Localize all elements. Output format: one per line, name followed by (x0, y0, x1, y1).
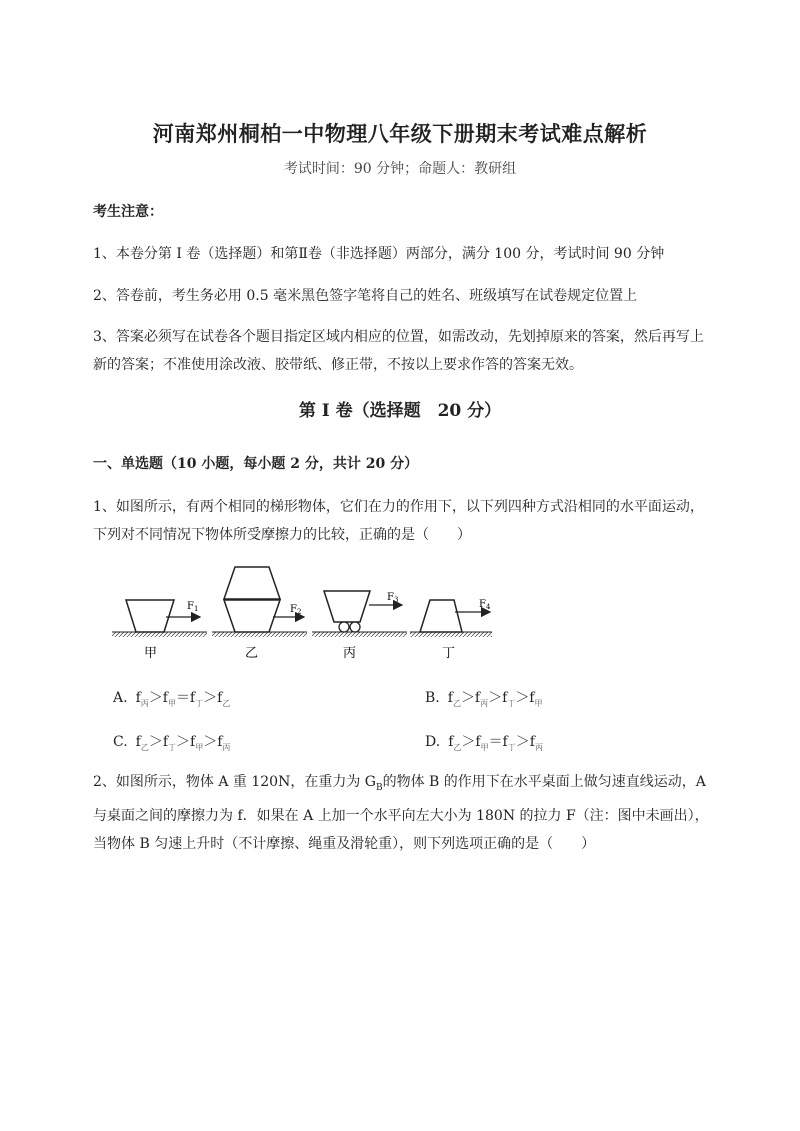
notice-item-1: 1、本卷分第 I 卷（选择题）和第Ⅱ卷（非选择题）两部分，满分 100 分，考试时间 90 分钟 (93, 246, 665, 262)
exam-subtitle: 考试时间：90 分钟；命题人：教研组 (283, 161, 517, 177)
figure-ding (410, 599, 492, 661)
page-title: 河南郑州桐柏一中物理八年级下册期末考试难点解析 (152, 121, 648, 146)
figure-label-ding: 丁 (442, 646, 456, 661)
figure-label-bing: 丙 (343, 646, 357, 661)
figure-bing (312, 591, 407, 661)
force-label-f1: $F_1$ (187, 601, 199, 613)
figure-label-jia: 甲 (144, 646, 158, 661)
notice-item-2: 2、答卷前，考生务必用 0.5 毫米黑色签字笔将自己的姓名、班级填写在试卷规定位置上 (93, 288, 638, 304)
question-1-option-d[interactable]: D. $f_乙>f_甲=f_丁>f_丙$ (425, 734, 543, 752)
question-1-option-b[interactable]: B. $f_乙>f_丙>f_丁>f_甲$ (425, 690, 543, 708)
section-title: 第 I 卷（选择题 20 分） (298, 401, 502, 421)
question-1-option-a[interactable]: A. $f_丙>f_甲=f_丁>f_乙$ (113, 690, 231, 708)
notice-heading: 考生注意： (93, 204, 163, 220)
part-heading: 一、单选题（10 小题，每小题 2 分，共计 20 分） (93, 456, 419, 472)
question-1-stem: 1、如图所示，有两个相同的梯形物体，它们在力的作用下，以下列四种方式沿相同的水平面运动，下列对不同情况下物体所受摩擦力的比较，正确的是（ ） (93, 499, 704, 543)
notice-item-3: 3、答案必须写在试卷各个题目指定区域内相应的位置，如需改动，先划掉原来的答案，然后再写上新的答案；不准使用涂改液、胶带纸、修正带，不按以上要求作答的答案无效。 (93, 329, 704, 373)
question-1-option-c[interactable]: C. $f_乙>f_丁>f_甲>f_丙$ (113, 734, 231, 752)
figure-label-yi: 乙 (245, 646, 259, 661)
force-label-f3: $F_3$ (387, 592, 399, 604)
force-label-f2: $F_2$ (290, 604, 302, 616)
figure-yi (212, 567, 307, 661)
force-label-f4: $F_4$ (479, 599, 491, 611)
question-2-stem: 2、如图所示，物体 A 重 120N，在重力为 $G_B$的物体 B 的作用下在水平桌面上做匀速直线运动，A 与桌面之间的摩擦力为 f．如果在 A 上加一个水平向左大小为 180N 的拉力 F（注：图中未画出），当物体 B 匀速上升时（不计摩擦、绳重及滑轮重），则下列选项正确的是（ ） (93, 774, 709, 852)
question-1-figure (112, 560, 502, 665)
figure-jia (112, 600, 207, 661)
